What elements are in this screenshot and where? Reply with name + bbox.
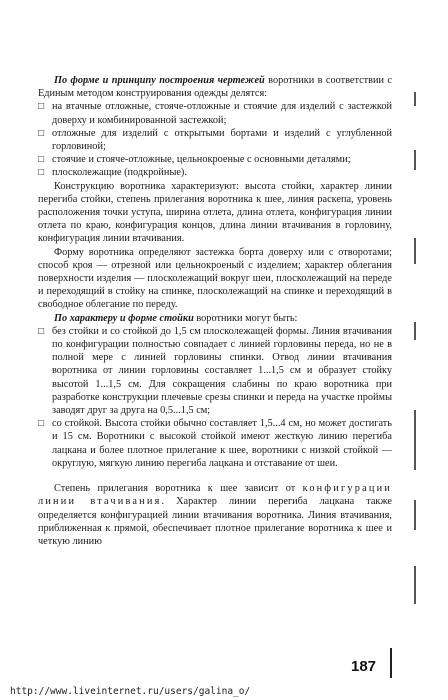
list-item xyxy=(38,166,392,179)
paragraph-text: воротники в соответствии с Единым методом конструирования одежды делятся: xyxy=(38,75,393,100)
paragraph-text: воротники могут быть: xyxy=(193,312,298,324)
scan-edge-mark xyxy=(414,566,416,604)
list-item-text: на втачные отложные, стояче-отложные и стоячие для изделий с застежкой доверху и комбинированной застежкой; xyxy=(52,101,392,126)
paragraph-fit xyxy=(38,482,392,548)
list-item-text: со стойкой. Высота стойки обычно составляет 1,5...4 см, но может достигать и 15 см. Воротники с высокой стойкой имеют жесткую линию перегиба лацкана и более плотное прилегание к шее, воротники с низкой стойкой — округлую, мягкую линию перегиба лацкана и отставание от шеи. xyxy=(52,418,392,469)
spaced-term: конфигурации линии втачивания xyxy=(38,483,392,508)
list-item-text: плосколежащие (подкройные). xyxy=(52,167,187,179)
paragraph-stand xyxy=(38,312,392,325)
paragraph-construction: Конструкцию воротника характеризуют: высота стойки, характер линии перегиба стойки, степень прилегания воротника к шее, линия раскепа, уровень расположения точки уступа, ширина отлета, длина отлета, конфигурация линии отлета по краю, конфигурация концов, длина линии втачивания в горловину, конфигурация линии втачивания. xyxy=(38,180,392,245)
list-item xyxy=(38,417,392,470)
source-url-link[interactable]: http://www.liveinternet.ru/users/galina_o/ xyxy=(10,686,251,697)
list-stand-types xyxy=(38,325,392,470)
body-text xyxy=(38,74,392,548)
scan-edge-mark xyxy=(414,500,416,530)
scan-edge-mark xyxy=(414,92,416,106)
paragraph-form: Форму воротника определяют застежка борта доверху или с отворотами; способ кроя — отрезной или цельнокроеный с изделием; характер облегания поверхности изделия — плосколежащий вокруг шеи, плосколежащий на переде и переходящий в стойку на спинке, плосколежащий на спинке и переходящий в свободное облегание по переду. xyxy=(38,246,392,311)
list-item xyxy=(38,325,392,417)
scan-edge-mark xyxy=(414,238,416,264)
list-item-text: отложные для изделий с открытыми бортами и изделий с углубленной горловиной; xyxy=(52,127,392,153)
bullet-icon: □ xyxy=(38,101,45,113)
paragraph-text: Степень прилегания воротника к шее зависит от xyxy=(54,483,303,495)
scan-edge-mark xyxy=(414,322,416,340)
list-item xyxy=(38,100,392,126)
list-item-text: без стойки и со стойкой до 1,5 см плосколежащей формы. Линия втачивания по конфигурации полностью совпадает с линией горловины переда, но не в полной мере с линией горловины спинки. Отвод линии втачивания воротника от линии горловины составляет 1...1,5 см и образует стойку высотой 1...1,5 см. Для сокращения слабины по краю воротника при разработке конструкции плечевые срезы спинки и переда на участке проймы заводят друг за друга на 0,5...1,5 см; xyxy=(52,325,392,417)
paragraph-gap xyxy=(38,470,392,482)
bullet-icon: □ xyxy=(38,127,45,139)
scan-edge-mark xyxy=(414,150,416,170)
heading-by-form: По форме и принципу построения чертежей xyxy=(54,75,265,86)
heading-by-stand: По характеру и форме стойки xyxy=(54,312,194,324)
paragraph-classification xyxy=(38,74,392,100)
bullet-icon: □ xyxy=(38,325,45,337)
bullet-icon: □ xyxy=(38,418,45,430)
list-collar-types xyxy=(38,100,392,179)
list-item-text: стоячие и стояче-отложные, цельнокроеные с основными деталями; xyxy=(52,154,351,166)
scan-edge-mark xyxy=(414,410,416,470)
bullet-icon: □ xyxy=(38,167,45,179)
paragraph-text: . Характер линии перегиба лацкана также определяется конфигурацией линии втачивания воротника. Линия втачивания, приближенная к прямой, обеспечивает плотное прилегание воротника к шее и четкую линию xyxy=(38,496,392,547)
page-number-rule xyxy=(390,648,392,678)
page-number: 187 xyxy=(351,658,377,675)
list-item xyxy=(38,153,392,166)
list-item xyxy=(38,127,392,153)
bullet-icon: □ xyxy=(38,154,45,166)
